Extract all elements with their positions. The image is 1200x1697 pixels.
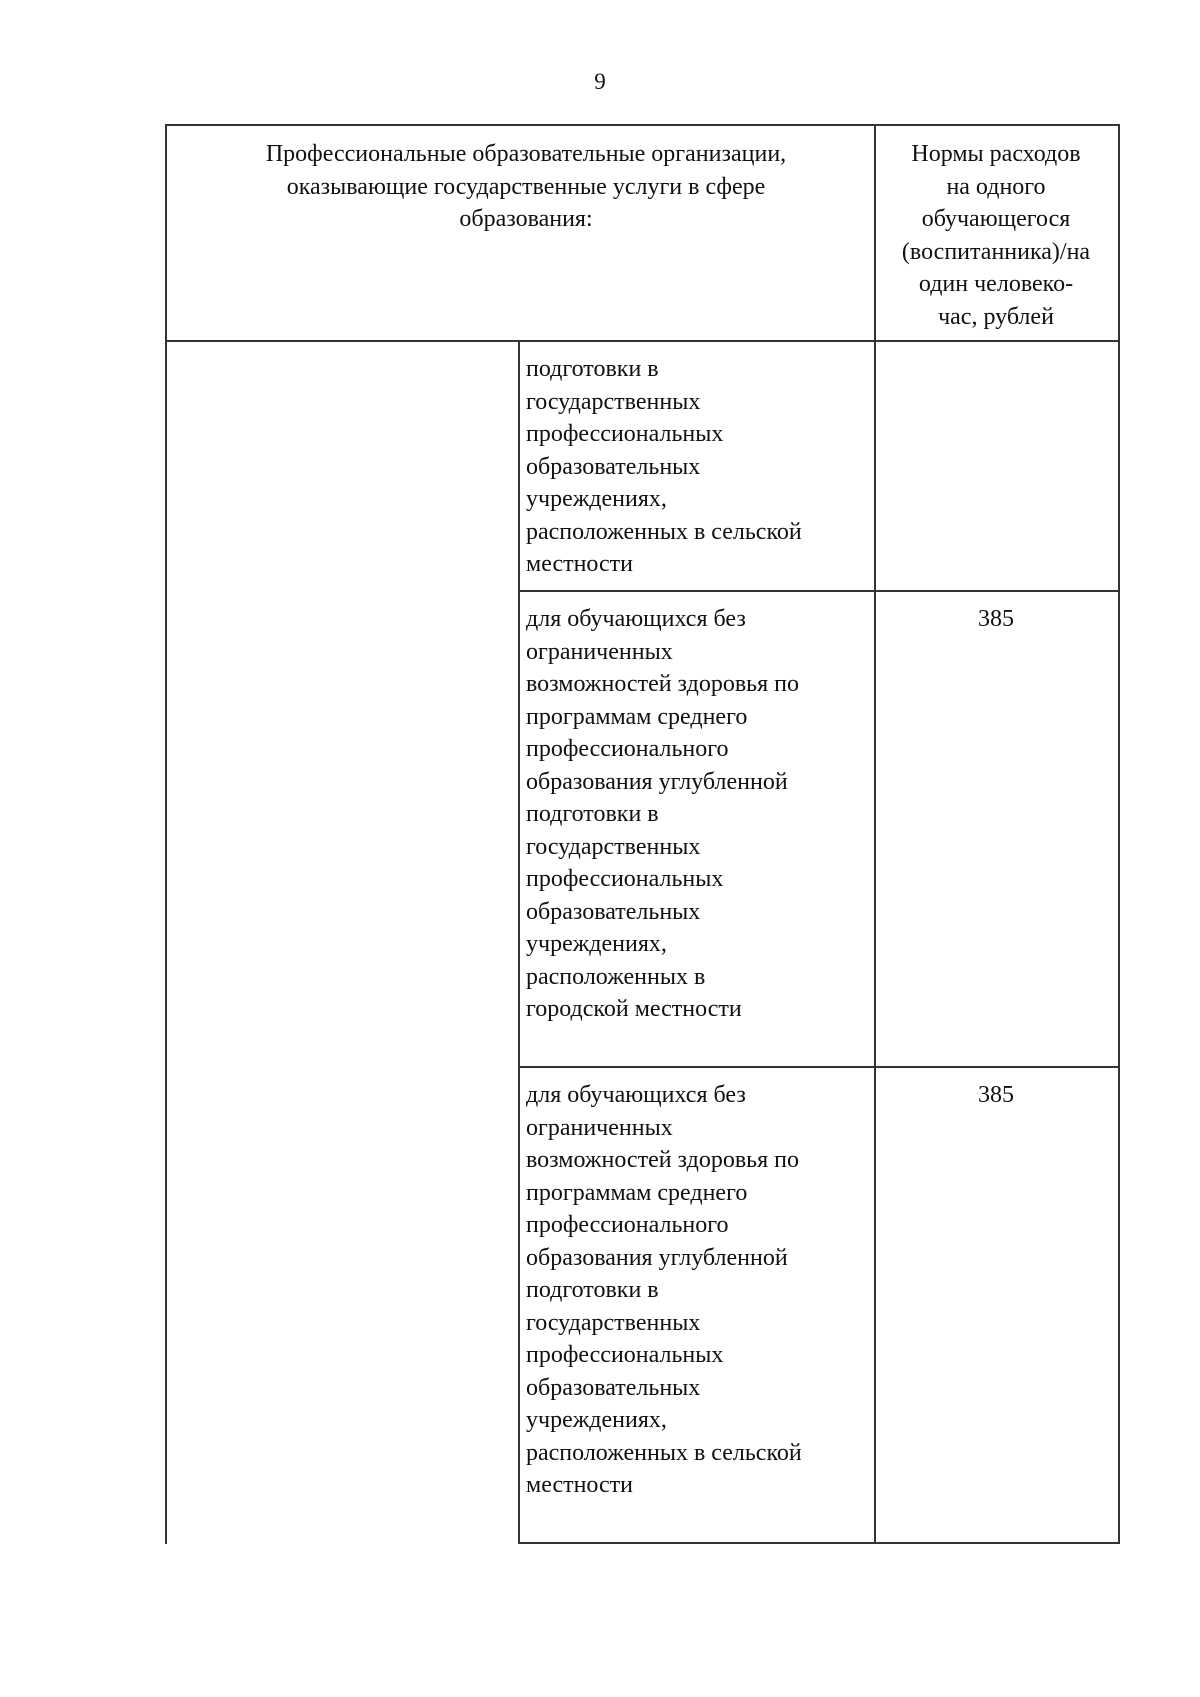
header-bottom-rule [165,340,1120,342]
row-2-bottom-rule [518,1066,1120,1068]
table-border-left [165,124,167,1544]
row-2-description: для обучающихся без ограниченных возможностей здоровья по программам среднего профессионального образования углубленной подготовки в государственных профессиональных образовательных учреждениях, расположенных в городской местности [526,606,799,1022]
page-number: 9 [594,69,606,94]
row-2-value: 385 [978,606,1014,632]
table-border-top [165,124,1120,126]
header-organizations: Профессиональные образовательные организации, оказывающие государственные услуги в сфере образования: [265,141,787,232]
row-1-description: подготовки в государственных профессиональных образовательных учреждениях, расположенных в сельской местности [526,356,802,577]
description-column-left-rule [518,340,520,1544]
row-1-bottom-rule [518,590,1120,592]
row-3-bottom-rule [518,1542,1120,1544]
header-norms: Нормы расходов на одного обучающегося (воспитанника)/на один человеко- час, рублей [901,141,1091,330]
row-3-description: для обучающихся без ограниченных возможностей здоровья по программам среднего профессионального образования углубленной подготовки в государственных профессиональных образовательных учреждениях, расположенных в сельской местности [526,1082,802,1498]
row-3-value: 385 [978,1082,1014,1108]
table-border-right [1118,124,1120,1544]
value-column-left-rule [874,124,876,1544]
